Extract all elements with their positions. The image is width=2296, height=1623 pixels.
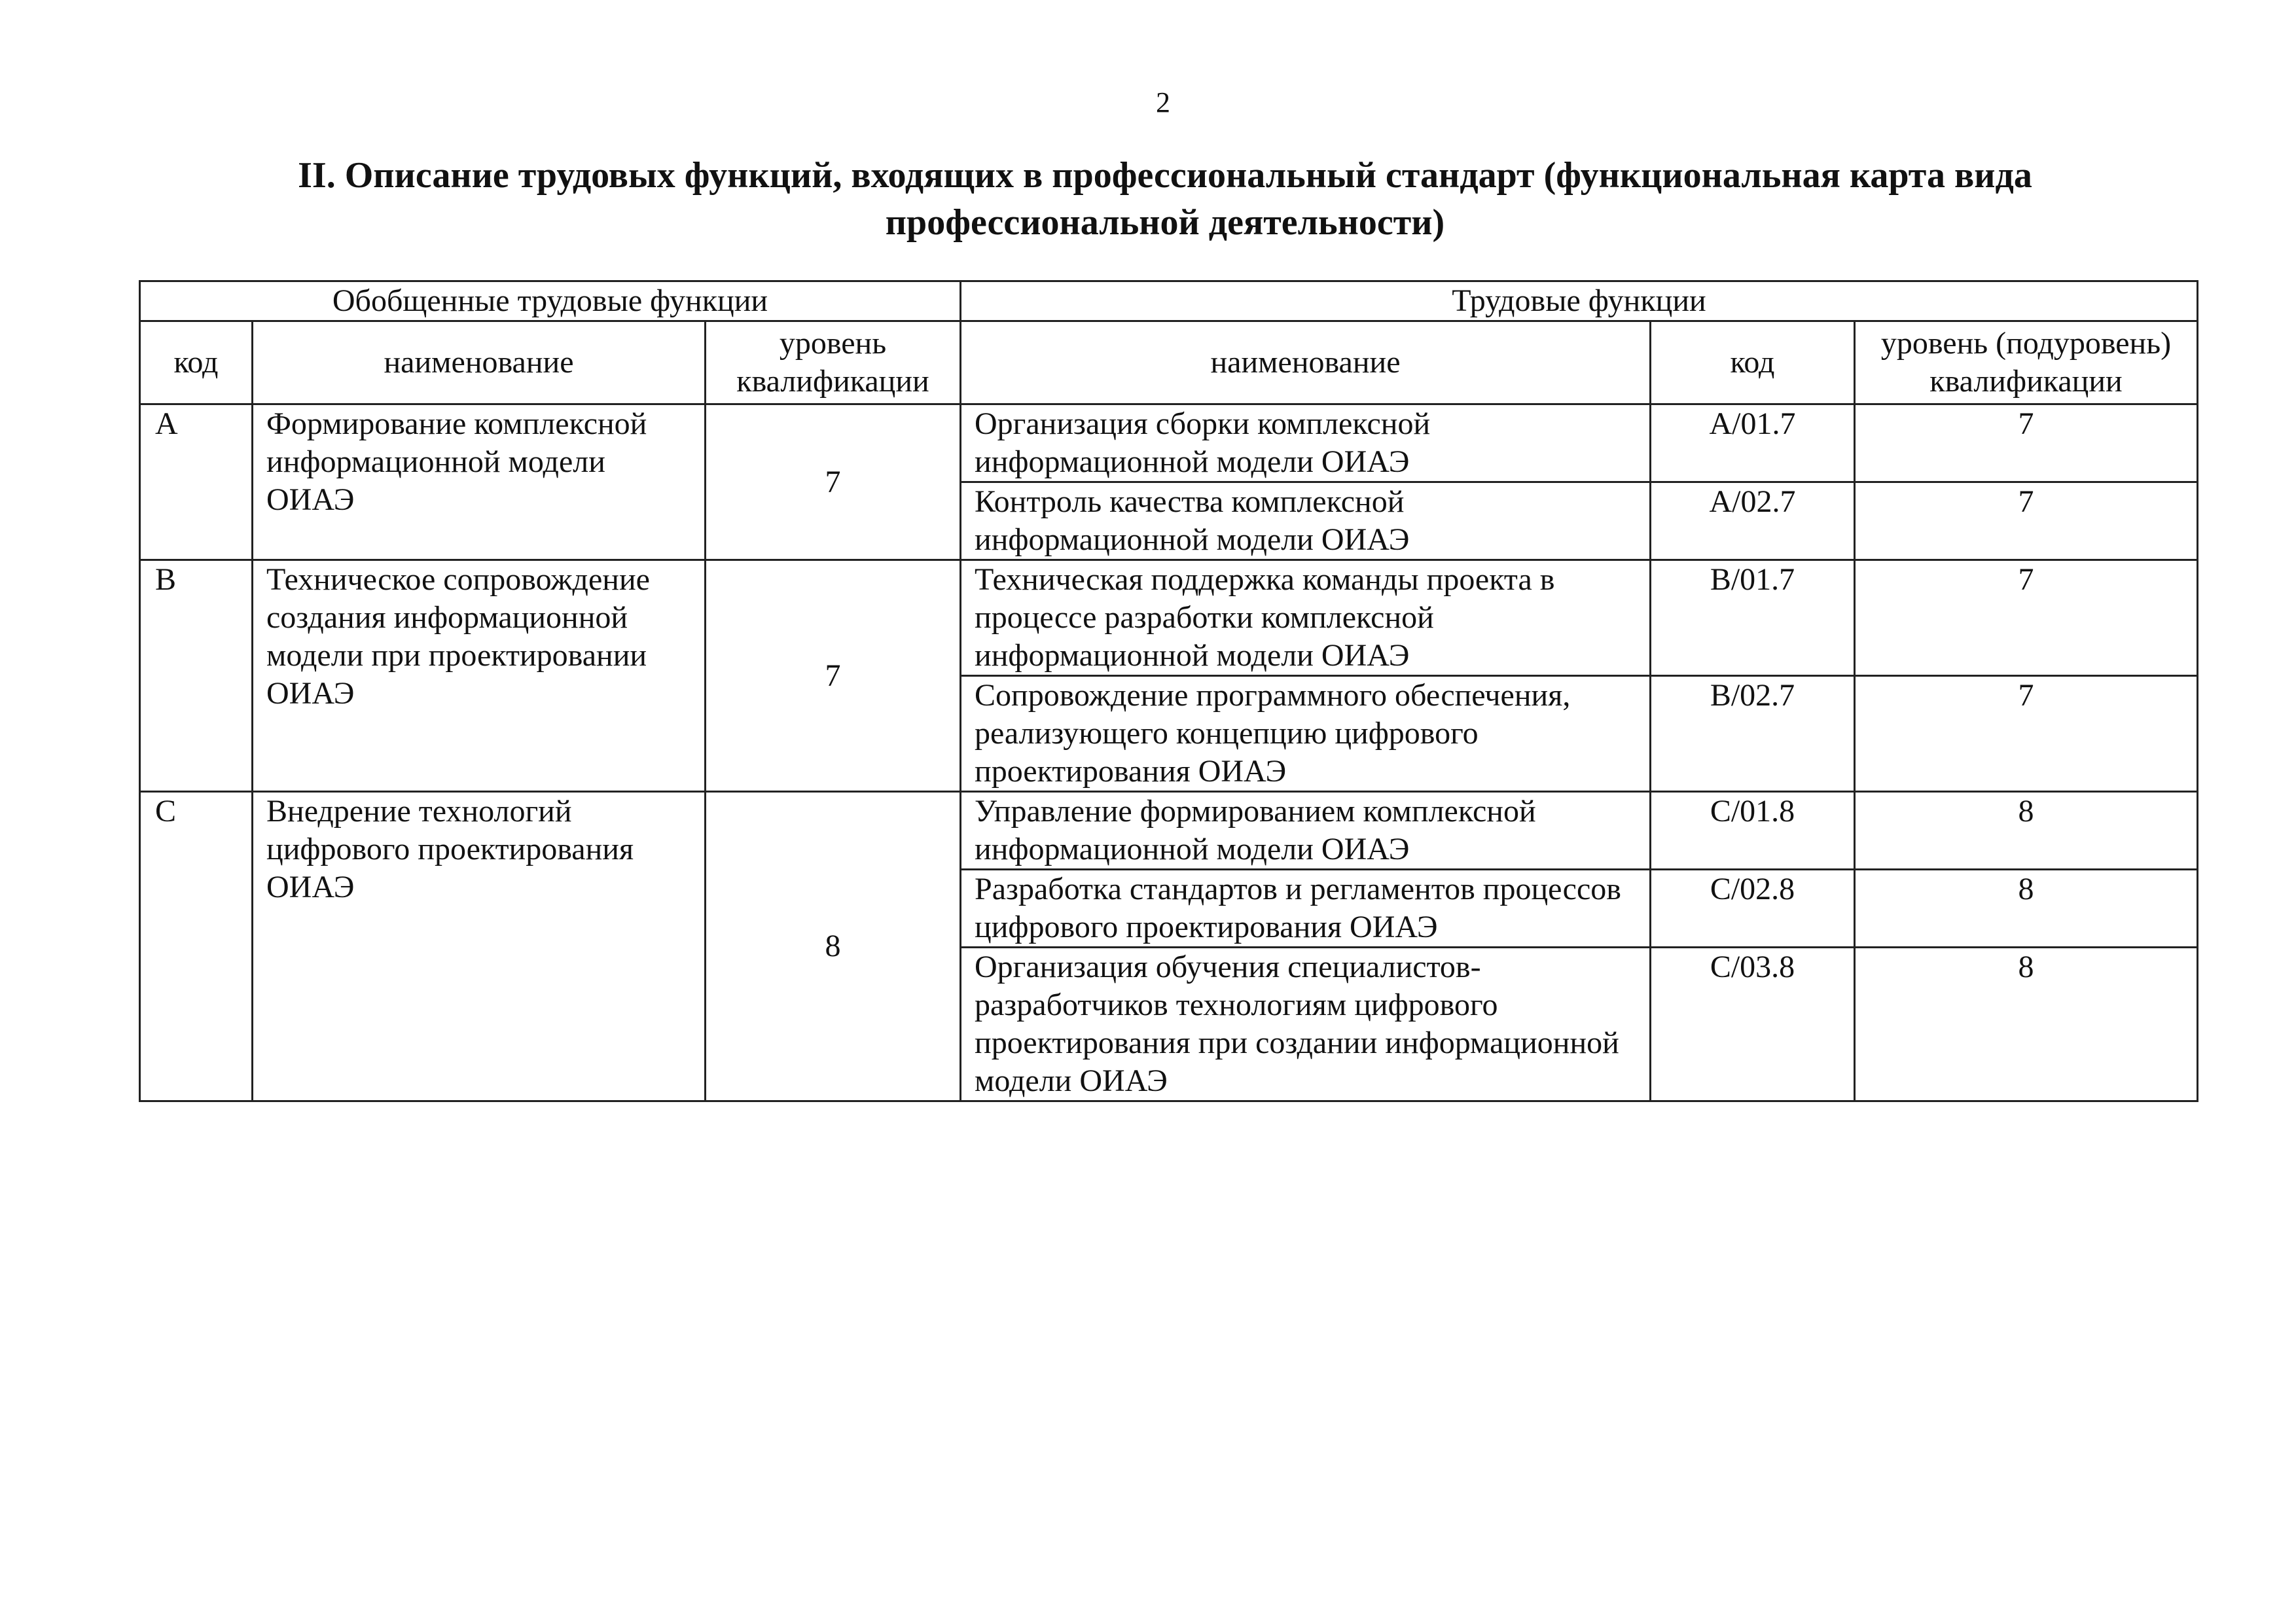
function-code: B/01.7 [1651, 560, 1855, 676]
function-name: Организация сборки комплексной информационной модели ОИАЭ [961, 404, 1651, 482]
group-level: 8 [706, 792, 961, 1101]
column-header-row [140, 321, 2198, 404]
group-code: C [140, 792, 253, 1101]
function-level: 7 [1855, 560, 2198, 676]
function-code: B/02.7 [1651, 676, 1855, 792]
function-code: A/01.7 [1651, 404, 1855, 482]
function-code: C/03.8 [1651, 948, 1855, 1101]
function-name: Организация обучения специалистов-разработчиков технологиям цифрового проектирования при создании информационной модели ОИАЭ [961, 948, 1651, 1101]
section-title [144, 152, 2186, 246]
group-header-row [140, 281, 2198, 321]
function-code: A/02.7 [1651, 482, 1855, 560]
function-level: 7 [1855, 404, 2198, 482]
section-title-line-1: II. Описание трудовых функций, входящих в профессиональный стандарт (функциональная карта вида [298, 155, 2032, 196]
function-level: 7 [1855, 676, 2198, 792]
group-name: Техническое сопровождение создания информационной модели при проектировании ОИАЭ [253, 560, 706, 792]
group-level: 7 [706, 560, 961, 792]
function-level: 8 [1855, 948, 2198, 1101]
header-name: наименование [253, 321, 706, 404]
table-row [140, 560, 2198, 676]
function-name: Техническая поддержка команды проекта в процессе разработки комплексной информационной модели ОИАЭ [961, 560, 1651, 676]
function-name: Управление формированием комплексной информационной модели ОИАЭ [961, 792, 1651, 870]
table-row [140, 792, 2198, 870]
header-qualification-level: уровень квалификации [706, 321, 961, 404]
header-function-code: код [1651, 321, 1855, 404]
function-level: 8 [1855, 792, 2198, 870]
function-level: 8 [1855, 870, 2198, 948]
group-level: 7 [706, 404, 961, 560]
function-level: 7 [1855, 482, 2198, 560]
header-generalized-functions: Обобщенные трудовые функции [140, 281, 961, 321]
header-labor-functions: Трудовые функции [961, 281, 2198, 321]
header-code: код [140, 321, 253, 404]
functional-map-table [139, 280, 2198, 1102]
function-code: C/01.8 [1651, 792, 1855, 870]
group-code: A [140, 404, 253, 560]
group-name: Внедрение технологий цифрового проектирования ОИАЭ [253, 792, 706, 1101]
function-name: Сопровождение программного обеспечения, реализующего концепцию цифрового проектирования ОИАЭ [961, 676, 1651, 792]
header-function-level: уровень (подуровень) квалификации [1855, 321, 2198, 404]
section-title-line-2: профессиональной деятельности) [885, 202, 1445, 243]
group-code: B [140, 560, 253, 792]
function-code: C/02.8 [1651, 870, 1855, 948]
function-name: Разработка стандартов и регламентов процессов цифрового проектирования ОИАЭ [961, 870, 1651, 948]
group-name: Формирование комплексной информационной модели ОИАЭ [253, 404, 706, 560]
page-number: 2 [1156, 86, 1170, 118]
table-row [140, 404, 2198, 482]
function-name: Контроль качества комплексной информационной модели ОИАЭ [961, 482, 1651, 560]
header-function-name: наименование [961, 321, 1651, 404]
